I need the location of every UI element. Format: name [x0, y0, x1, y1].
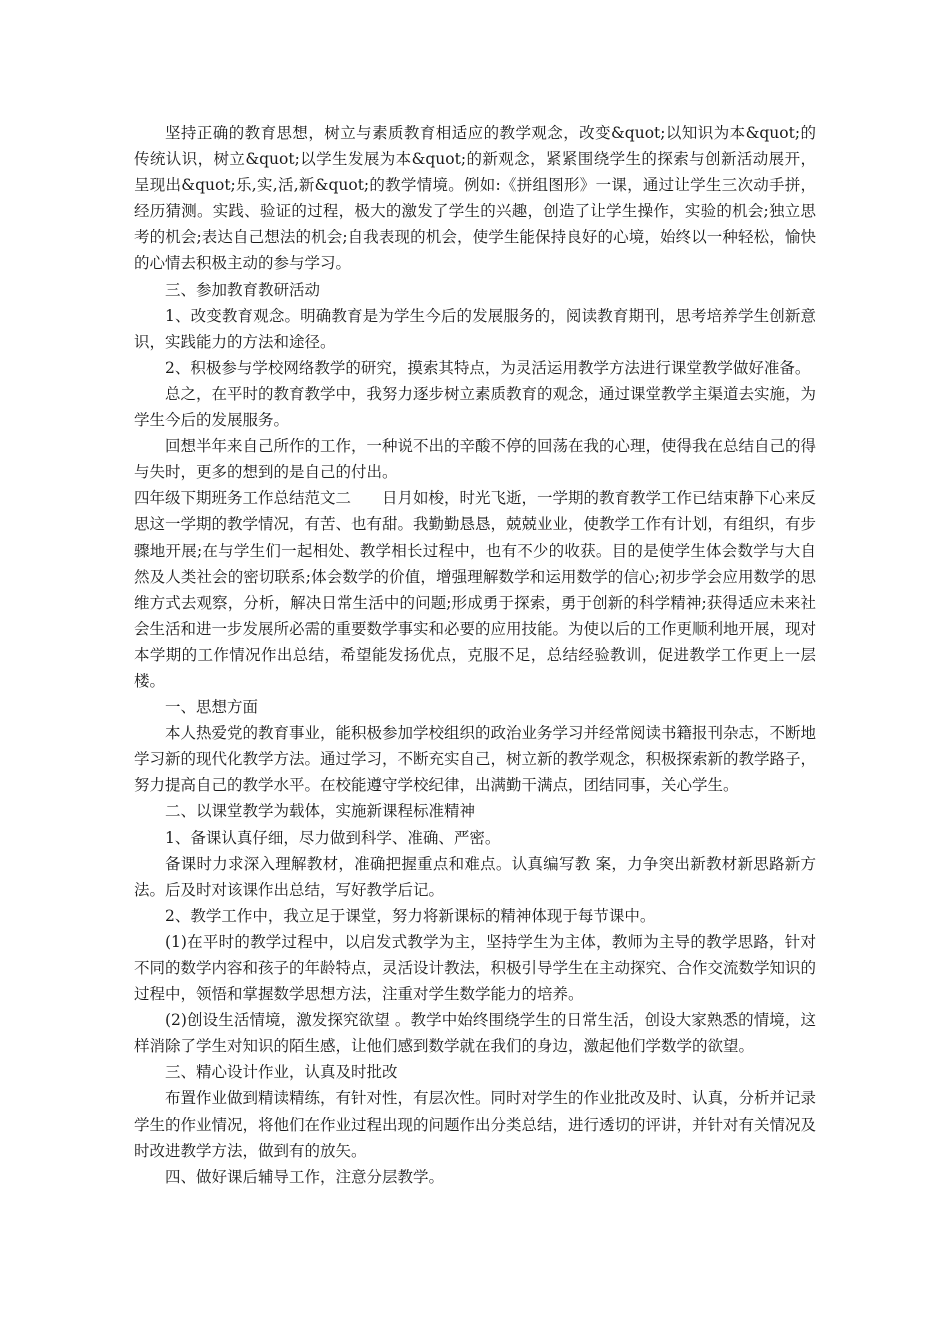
paragraph-lesson-prep: 1、备课认真仔细，尽力做到科学、准确、严密。	[165, 828, 501, 847]
paragraph-summary: 总之，在平时的教育教学中，我努力逐步树立素质教育的观念，通过课堂教学主渠道去实施，为学生今后的发展服务。	[134, 384, 817, 430]
paragraph-homework: 布置作业做到精读精练，有针对性，有层次性。同时对学生的作业批改及时、认真，分析并记录学生的作业情况，将他们在作业过程出现的问题作出分类总结，进行透切的评讲，并针对有关情况及时改进教学方法，做到有的放矢。	[134, 1089, 817, 1160]
paragraph-network-teaching: 2、积极参与学校网络教学的研究，摸索其特点，为灵活运用教学方法进行课堂教学做好准备。	[165, 358, 811, 377]
paragraph-life-situations: (2)创设生活情境，激发探究欲望 。教学中始终围绕学生的日常生活，创设大家熟悉的情境，这样消除了学生对知识的陌生感，让他们感到数学就在我们的身边，激起他们学数学的欲望。	[134, 1011, 816, 1056]
paragraph-teaching-philosophy: 坚持正确的教育思想，树立与素质教育相适应的教学观念，改变&quot;以知识为本&quot;的传统认识，树立&quot;以学生发展为本&quot;的新观念，紧紧围绕学生的探索与创新活动展开，呈现出&quot;乐,实,活,新&quot;的教学情境。例如:《拼组图形》一课，通过让学生三次动手拼，经历猜测。实践、验证的过程，极大的激发了学生的兴趣，创造了让学生操作，实验的机会;独立思考的机会;表达自己想法的机会;自我表现的机会，使学生能保持良好的心境，始终以一种轻松，愉快的心情去积极主动的参与学习。	[134, 124, 816, 273]
heading-classroom-teaching: 二、以课堂教学为载体，实施新课程标准精神	[165, 802, 476, 821]
paragraph-change-concept: 1、改变教育观念。明确教育是为学生今后的发展服务的，阅读教育期刊，思考培养学生创新意识，实践能力的方法和途径。	[134, 306, 816, 351]
paragraph-reflection: 回想半年来自己所作的工作，一种说不出的辛酸不停的回荡在我的心理，使得我在总结自己的得与失时，更多的想到的是自己的付出。	[134, 437, 817, 482]
paragraph-ideology: 本人热爱党的教育事业，能积极参加学校组织的政治业务学习并经常阅读书籍报刊杂志，不断地学习新的现代化教学方法。通过学习，不断充实自己，树立新的教学观念，积极探索新的教学路子，努力提高自己的教学水平。在校能遵守学校纪律，出满勤干满点，团结同事，关心学生。	[134, 724, 817, 795]
paragraph-heuristic-teaching: (1)在平时的教学过程中，以启发式教学为主，坚持学生为主体，教师为主导的教学思路，针对不同的数学内容和孩子的年龄特点，灵活设计教法，积极引导学生在主动探究、合作交流数学知识的过程中，领悟和掌握数学思想方法，注重对学生数学能力的培养。	[134, 932, 817, 1004]
heading-tutoring: 四、做好课后辅导工作，注意分层教学。	[165, 1167, 445, 1186]
paragraph-classroom-focus: 2、教学工作中，我立足于课堂，努力将新课标的精神体现于每节课中。	[165, 906, 656, 925]
paragraph-lesson-prep-detail: 备课时力求深入理解教材，准确把握重点和难点。认真编写教 案，力争突出新教材新思路新方法。后及时对该课作出总结，写好教学后记。	[134, 854, 816, 899]
paragraph-second-sample-intro: 四年级下期班务工作总结范文二 日月如梭，时光飞逝，一学期的教育教学工作已结束静下心来反思这一学期的教学情况，有苦、也有甜。我勤勤恳恳，兢兢业业，使教学工作有计划，有组织，有步骤地开展;在与学生们一起相处、教学相长过程中，也有不少的收获。目的是使学生体会数学与大自然及人类社会的密切联系;体会数学的价值，增强理解数学和运用数学的信心;初步学会应用数学的思维方式去观察，分析，解决日常生活中的问题;形成勇于探索，勇于创新的科学精神;获得适应未来社会生活和进一步发展所必需的重要数学事实和必要的应用技能。为使以后的工作更顺利地开展，现对本学期的工作情况作出总结，希望能发扬优点，克服不足，总结经验教训，促进教学工作更上一层楼。	[134, 489, 817, 690]
heading-homework: 三、精心设计作业，认真及时批改	[165, 1063, 398, 1082]
document-body	[134, 120, 816, 1190]
heading-teaching-research: 三、参加教育教研活动	[165, 280, 321, 299]
heading-ideology: 一、思想方面	[165, 698, 259, 717]
